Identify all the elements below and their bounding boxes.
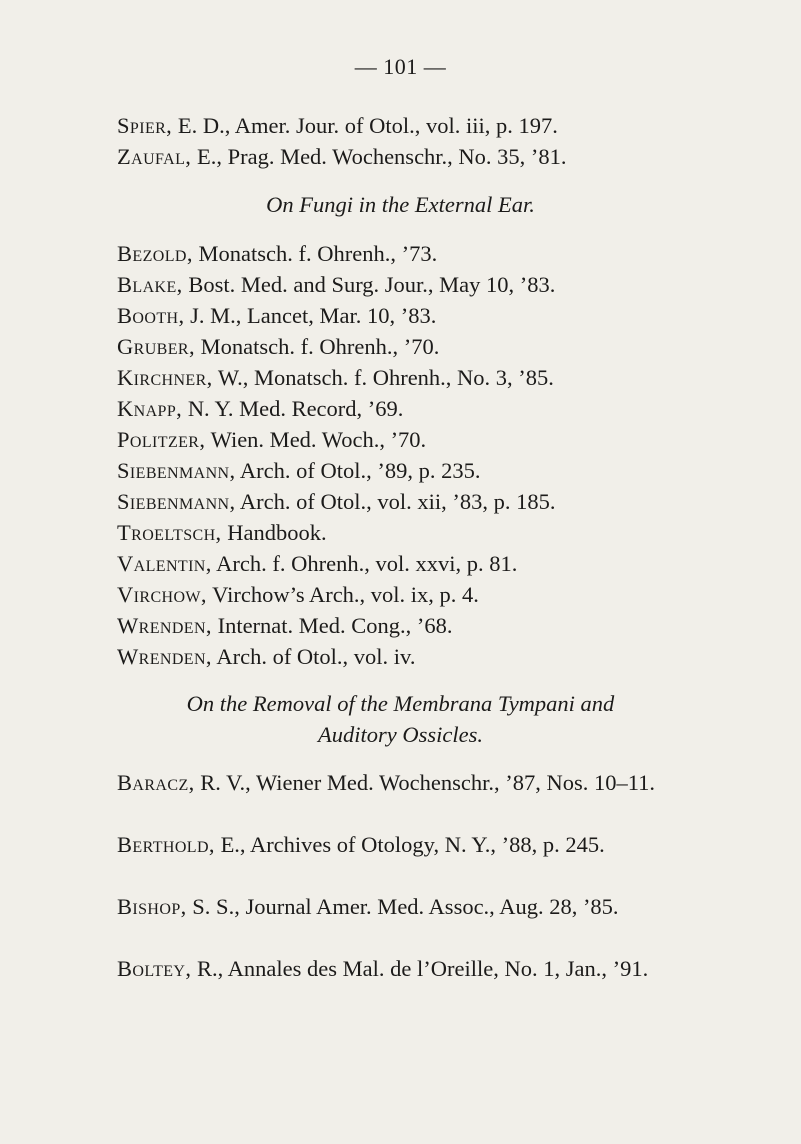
author-name: Troeltsch, <box>117 520 222 545</box>
citation-text: Handbook. <box>221 520 327 545</box>
citation-text: Monatsch. f. Ohrenh., ’73. <box>192 241 438 266</box>
author-name: Wrenden, <box>117 644 212 669</box>
citation-text: Wien. Med. Woch., ’70. <box>205 427 427 452</box>
author-name: Bezold, <box>117 241 193 266</box>
citation-text: E. D., Amer. Jour. of Otol., vol. iii, p. 197. <box>172 113 558 138</box>
bibliography-entry <box>117 301 687 332</box>
citation-text: E., Prag. Med. Wochenschr., No. 35, ’81. <box>191 144 567 169</box>
citation-text: Arch. of Otol., vol. iv. <box>211 644 416 669</box>
bibliography-entry <box>117 487 687 518</box>
author-name: Zaufal, <box>117 144 192 169</box>
author-name: Bishop, <box>117 894 187 919</box>
author-name: Knapp, <box>117 396 183 421</box>
citation-text: Internat. Med. Cong., ’68. <box>211 613 453 638</box>
citation-text: S. S., Journal Amer. Med. Assoc., Aug. 28, ’85. <box>186 894 619 919</box>
section-heading-removal-line2: Auditory Ossicles. <box>318 722 483 747</box>
bibliography-entry <box>117 642 687 673</box>
author-name: Booth, <box>117 303 185 328</box>
author-name: Boltey, <box>117 956 192 981</box>
bibliography-entry <box>117 518 687 549</box>
bibliography-entry <box>117 580 687 611</box>
bibliography-entry <box>117 142 687 173</box>
bibliography-entry <box>117 394 687 425</box>
citation-text: Arch. of Otol., vol. xii, ’83, p. 185. <box>235 489 556 514</box>
citation-text: J. M., Lancet, Mar. 10, ’83. <box>184 303 437 328</box>
bibliography-entry <box>98 768 688 799</box>
bibliography-entry <box>117 549 687 580</box>
author-name: Virchow, <box>117 582 207 607</box>
author-name: Kirchner, <box>117 365 213 390</box>
author-name: Siebenmann, <box>117 458 236 483</box>
author-name: Berthold, <box>117 832 215 857</box>
citation-text: E., Archives of Otology, N. Y., ’88, p. 245. <box>214 832 605 857</box>
author-name: Politzer, <box>117 427 206 452</box>
author-name: Spier, <box>117 113 173 138</box>
author-name: Gruber, <box>117 334 196 359</box>
citation-text: Bost. Med. and Surg. Jour., May 10, ’83. <box>182 272 556 297</box>
bibliography-entry <box>117 239 687 270</box>
bibliography-entry <box>117 425 687 456</box>
bibliography-entry <box>117 111 687 142</box>
bibliography-entry <box>98 892 688 923</box>
citation-text: Virchow’s Arch., vol. ix, p. 4. <box>206 582 479 607</box>
citation-text: R. V., Wiener Med. Wochenschr., ’87, Nos. 10–11. <box>194 770 656 795</box>
page-number: — 101 — <box>354 54 447 79</box>
bibliography-entry <box>117 332 687 363</box>
bibliography-entry <box>117 456 687 487</box>
citation-text: Monatsch. f. Ohrenh., ’70. <box>195 334 440 359</box>
author-name: Blake, <box>117 272 183 297</box>
citation-text: Arch. of Otol., ’89, p. 235. <box>235 458 481 483</box>
author-name: Baracz, <box>117 770 195 795</box>
citation-text: R., Annales des Mal. de l’Oreille, No. 1, Jan., ’91. <box>191 956 649 981</box>
author-name: Wrenden, <box>117 613 212 638</box>
author-name: Valentin, <box>117 551 212 576</box>
section-heading-removal-line1: On the Removal of the Membrana Tympani and <box>186 691 615 716</box>
citation-text: N. Y. Med. Record, ’69. <box>182 396 404 421</box>
citation-text: Arch. f. Ohrenh., vol. xxvi, p. 81. <box>211 551 518 576</box>
author-name: Siebenmann, <box>117 489 236 514</box>
bibliography-entry <box>98 830 688 861</box>
section-heading-fungi: On Fungi in the External Ear. <box>266 192 535 217</box>
bibliography-entry <box>117 363 687 394</box>
citation-text: W., Monatsch. f. Ohrenh., No. 3, ’85. <box>212 365 554 390</box>
bibliography-entry <box>98 954 688 985</box>
bibliography-entry <box>117 611 687 642</box>
bibliography-entry <box>117 270 687 301</box>
